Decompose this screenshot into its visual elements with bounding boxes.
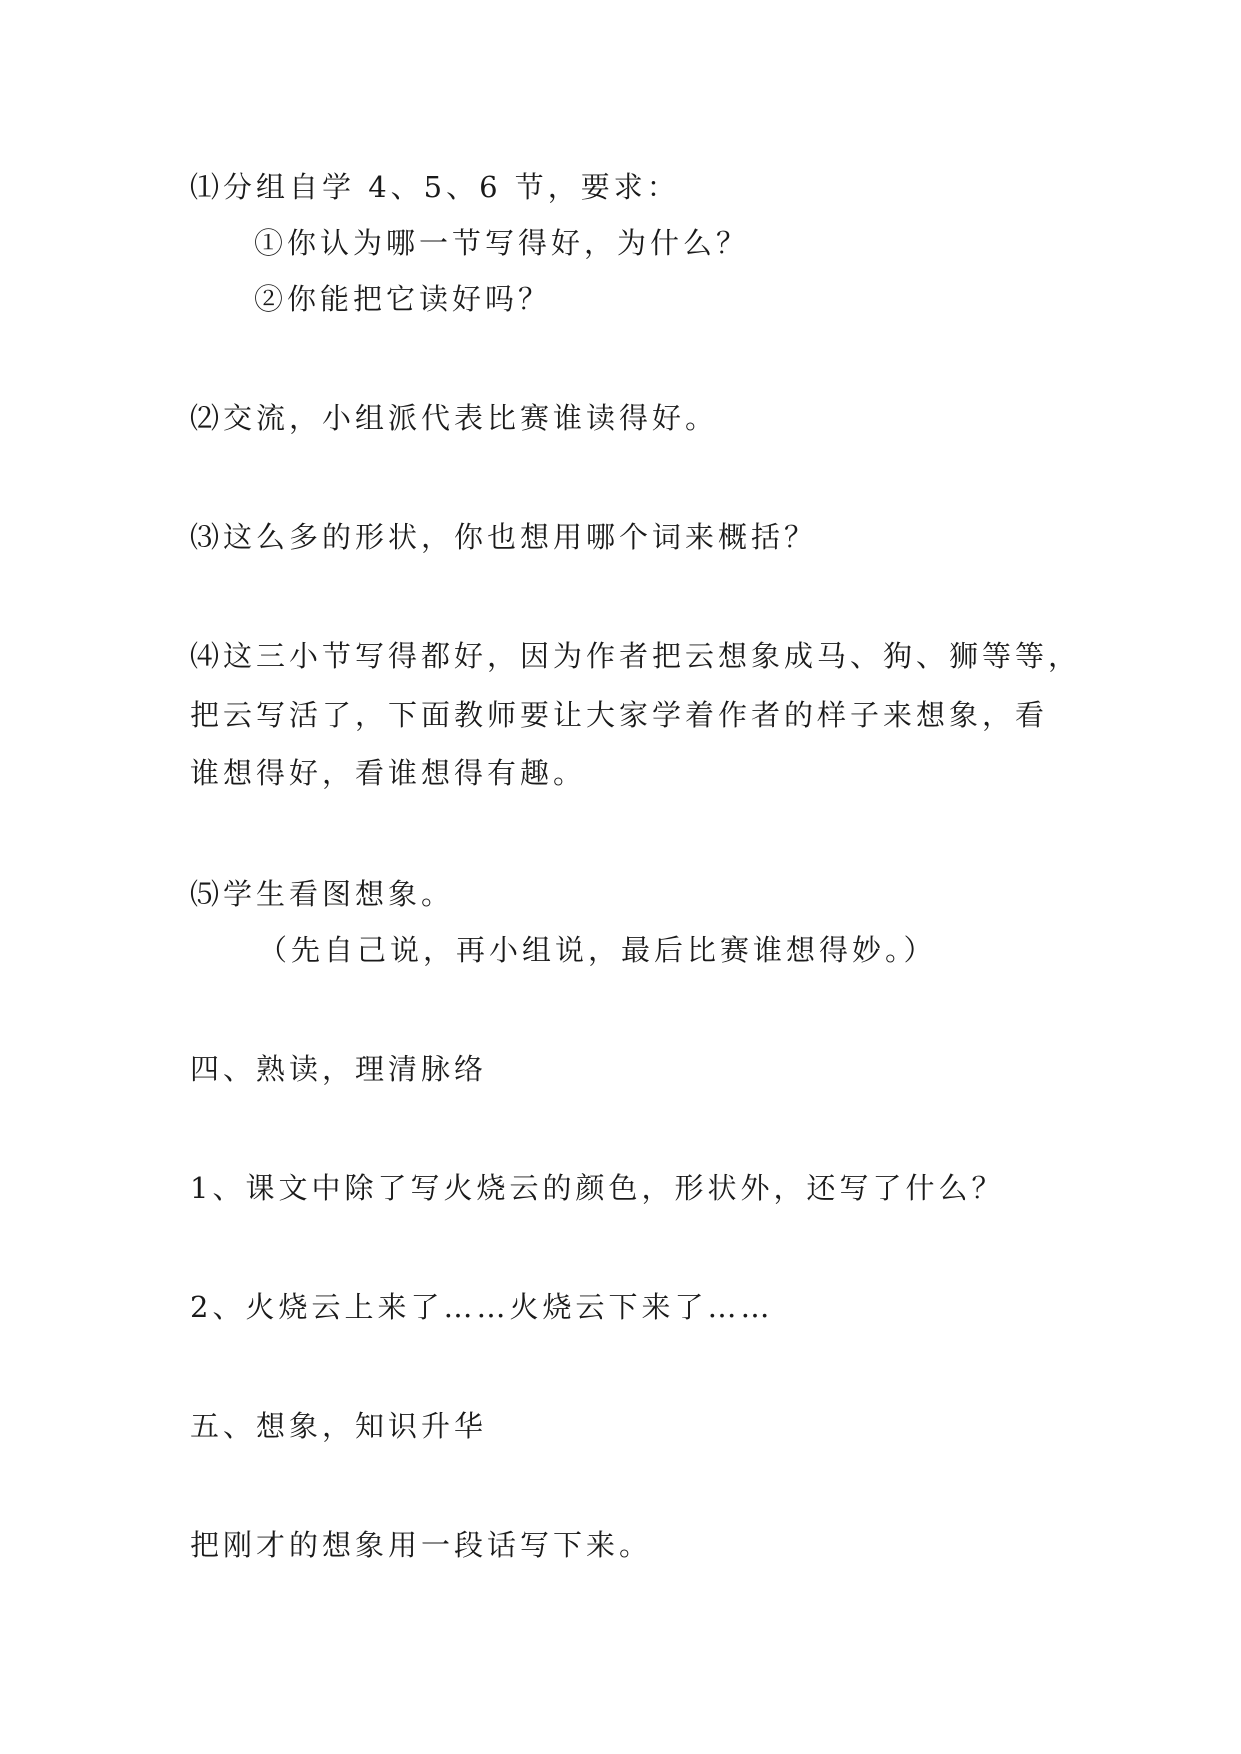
item5-heading: ⑸学生看图想象。 <box>190 877 455 911</box>
section5-title: 五、想象，知识升华 <box>190 1409 488 1443</box>
item4-line3: 谁想得好，看谁想得有趣。 <box>190 756 587 790</box>
section4-title: 四、熟读，理清脉络 <box>190 1052 488 1086</box>
item1-sub2: ②你能把它读好吗？ <box>254 282 552 316</box>
item1-sub1: ①你认为哪一节写得好，为什么？ <box>254 226 750 260</box>
item4-line1: ⑷这三小节写得都好，因为作者把云想象成马、狗、狮等等， <box>190 639 1082 673</box>
section5-task: 把刚才的想象用一段话写下来。 <box>190 1528 653 1562</box>
item2-text: ⑵交流，小组派代表比赛谁读得好。 <box>190 401 719 435</box>
item3-text: ⑶这么多的形状，你也想用哪个词来概括？ <box>190 520 818 554</box>
item4-line2: 把云写活了，下面教师要让大家学着作者的样子来想象，看 <box>190 698 1049 732</box>
section4-question2: 2、火烧云上来了……火烧云下来了…… <box>190 1290 774 1324</box>
item5-note: （先自己说，再小组说，最后比赛谁想得妙。） <box>258 933 937 967</box>
item1-heading: ⑴分组自学 4、5、6 节，要求： <box>190 170 680 204</box>
section4-question1: 1、课文中除了写火烧云的颜色，形状外，还写了什么？ <box>190 1171 1005 1205</box>
